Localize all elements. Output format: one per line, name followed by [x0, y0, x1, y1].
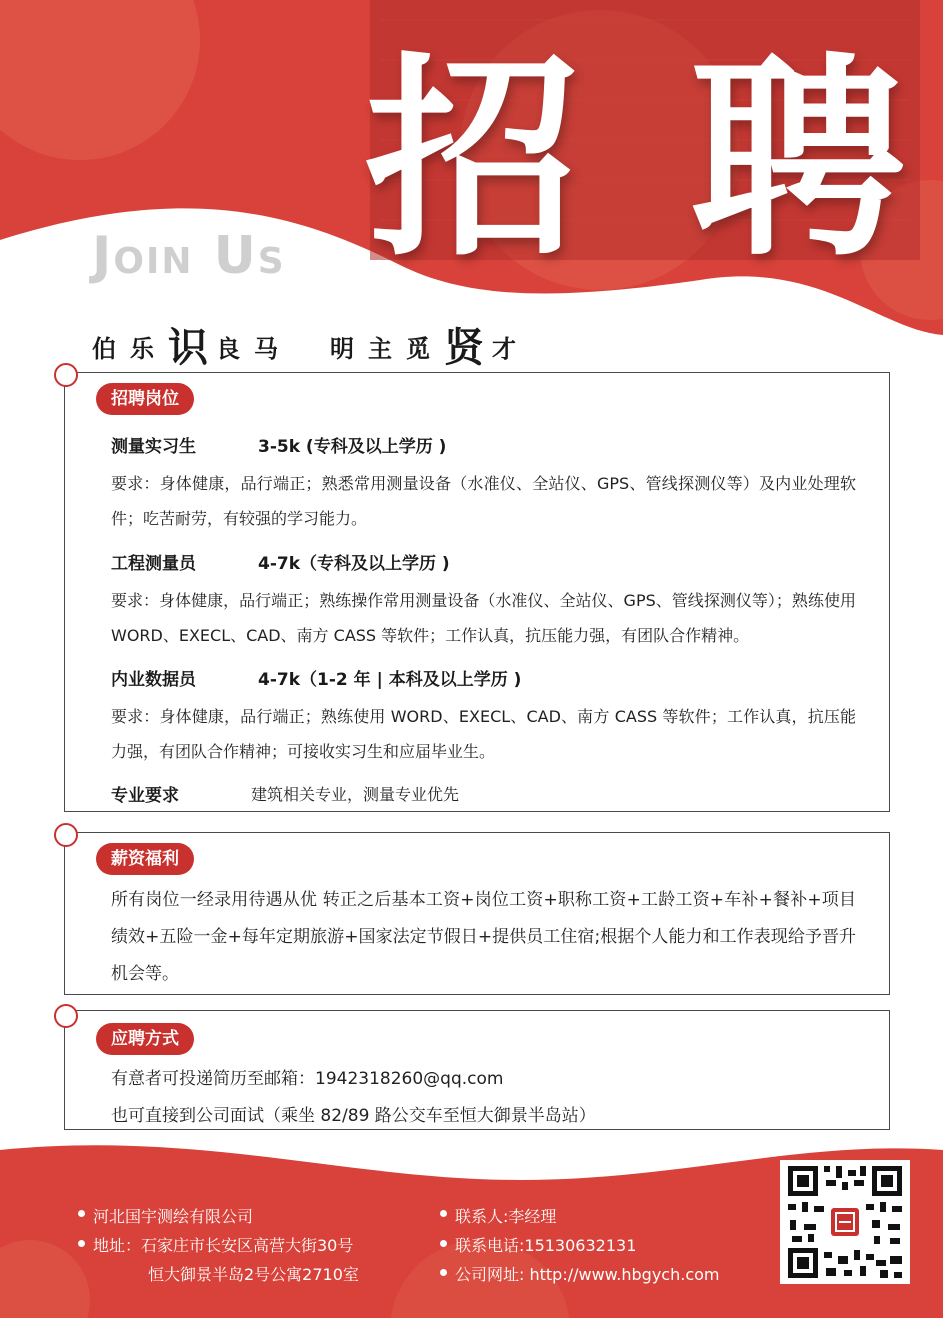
slogan-part-1: 伯乐识良马	[92, 325, 292, 371]
job-title-surveyor: 工程测量员	[111, 554, 196, 574]
join-us-heading: Join Us	[92, 226, 286, 286]
apply-email-line: 有意者可投递简历至邮箱：1942318260@qq.com	[111, 1069, 504, 1089]
job-requirement-surveyor: 要求：身体健康，品行端正；熟练操作常用测量设备（水准仪、全站仪、GPS、管线探测仪等）；熟练使用 WORD、EXECL、CAD、南方 CASS 等软件；工作认真，抗压能力强，有团队合作精神。	[111, 591, 856, 645]
footer-website: 公司网址: http://www.hbgych.com	[455, 1265, 720, 1284]
job-requirement-intern: 要求：身体健康，品行端正；熟悉常用测量设备（水准仪、全站仪、GPS、管线探测仪等）及内业处理软件；吃苦耐劳，有较强的学习能力。	[111, 474, 856, 528]
apply-visit-line: 也可直接到公司面试（乘坐 82/89 路公交车至恒大御景半岛站）	[111, 1106, 596, 1126]
jobs-badge: 招聘岗位	[96, 383, 194, 415]
job-salary-surveyor: 4-7k（专科及以上学历 )	[258, 554, 450, 574]
job-title-intern: 测量实习生	[111, 437, 196, 457]
apply-ring-decoration	[54, 1004, 78, 1028]
footer-bullet	[78, 1240, 85, 1247]
footer-bullet	[440, 1210, 447, 1217]
major-requirement-value: 建筑相关专业，测量专业优先	[251, 785, 460, 804]
job-salary-data-clerk: 4-7k（1-2 年 | 本科及以上学历 )	[258, 670, 522, 690]
qr-code-icon	[780, 1160, 910, 1284]
major-requirement-label: 专业要求	[111, 786, 179, 806]
slogan-part-2: 明主觅贤才	[330, 325, 530, 371]
footer-bullet	[440, 1240, 447, 1247]
benefits-badge: 薪资福利	[96, 843, 194, 875]
job-title-data-clerk: 内业数据员	[111, 670, 196, 690]
jobs-ring-decoration	[54, 363, 78, 387]
footer-bullet	[440, 1269, 447, 1276]
footer-company: 河北国宇测绘有限公司	[93, 1207, 254, 1226]
benefits-text: 所有岗位一经录用待遇从优 转正之后基本工资+岗位工资+职称工资+工龄工资+车补+餐补+项目绩效+五险一金+每年定期旅游+国家法定节假日+提供员工住宿;根据个人能力和工作表现给予晋升机会等。	[111, 890, 856, 984]
job-salary-intern: 3-5k (专科及以上学历 )	[258, 437, 447, 457]
title-char-zhao: 招	[365, 34, 580, 285]
footer-address-line1: 地址：石家庄市长安区高营大街30号	[93, 1236, 354, 1255]
footer-phone: 联系电话:15130632131	[455, 1236, 637, 1255]
footer-address-line2: 恒大御景半岛2号公寓2710室	[148, 1265, 359, 1284]
job-requirement-data-clerk: 要求：身体健康，品行端正；熟练使用 WORD、EXECL、CAD、南方 CASS 等软件；工作认真，抗压能力强，有团队合作精神；可接收实习生和应届毕业生。	[111, 707, 856, 761]
footer-contact-person: 联系人:李经理	[455, 1207, 557, 1226]
apply-badge: 应聘方式	[96, 1023, 194, 1055]
benefits-ring-decoration	[54, 823, 78, 847]
footer-bullet	[78, 1210, 85, 1217]
title-char-pin: 聘	[690, 34, 905, 285]
